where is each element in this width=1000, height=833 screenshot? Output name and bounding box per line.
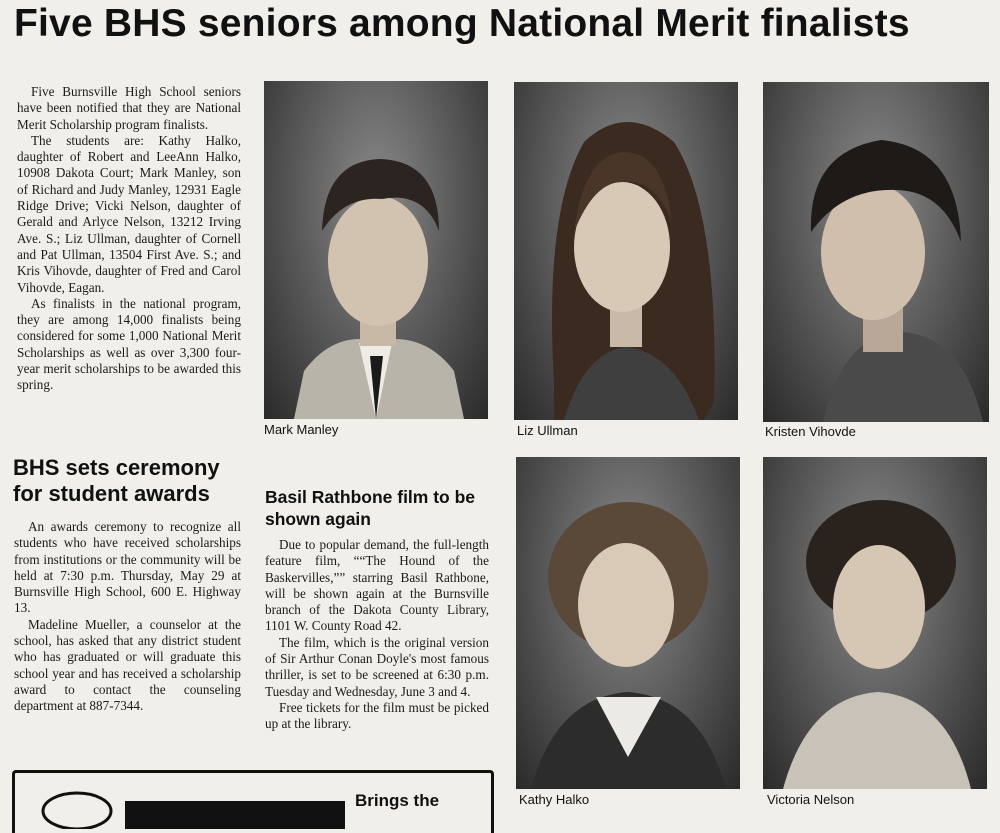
advertisement [12,770,494,833]
awards-paragraph: Madeline Mueller, a counselor at the school, has asked that any district student who has graduated or will graduate this school year and has received a scholarship award to contact the counseling department at 887-7344. [14,616,241,714]
film-paragraph: The film, which is the original version of Sir Arthur Conan Doyle's most famous thriller, is set to be screened at 6:30 p.m. Tuesday and Wednesday, June 3 and 4. [265,634,489,699]
photo-caption: Kathy Halko [519,792,590,807]
photo-caption: Victoria Nelson [767,792,855,807]
merit-article [17,84,241,394]
ad-text: Brings the [355,791,440,810]
photo-caption: Kristen Vihovde [765,424,856,439]
photo-caption: Mark Manley [264,422,339,437]
portrait-photo-kristen-vihovde [763,82,989,422]
film-paragraph: Due to popular demand, the full-length feature film, ““The Hound of the Baskervilles,”” starring Basil Rathbone, will be shown again at the Burnsville branch of the Dakota County Library, 1101 W. County Road 42. [265,537,489,634]
film-article [265,537,489,733]
advertiser-logo [29,779,369,829]
merit-paragraph: As finalists in the national program, they are among 14,000 finalists being considered for some 1,000 National Merit Scholarships as well as over 3,300 four-year merit scholarships to be awarded this spring. [17,295,241,393]
headline: Five BHS seniors among National Merit finalists [14,2,910,45]
portrait-photo-mark-manley [264,81,488,419]
merit-paragraph: Five Burnsville High School seniors have been notified that they are National Merit Scholarship program finalists. [17,84,241,132]
awards-paragraph: An awards ceremony to recognize all students who have received scholarships from institutions or the community will be held at 7:30 p.m. Thursday, May 29 at Burnsville High School, 600 E. Highway 13. [14,519,241,616]
portrait-photo-kathy-halko [516,457,740,789]
portrait-photo-liz-ullman [514,82,738,420]
portrait-photo-victoria-nelson [763,457,987,789]
awards-headline: BHS sets ceremony for student awards [13,455,220,506]
awards-article [14,519,241,715]
merit-paragraph: The students are: Kathy Halko, daughter of Robert and LeeAnn Halko, 10908 Dakota Court; Mark Manley, son of Richard and Judy Manley, 12931 Eagle Ridge Drive; Vicki Nelson, daughter of Gerald and Arlyce Nelson, 13212 Irving Ave. S.; Liz Ullman, daughter of Cornell and Pat Ullman, 13504 First Ave. S.; and Kris Vihovde, daughter of Fred and Carol Vihovde, Eagan. [17,132,241,295]
film-paragraph: Free tickets for the film must be picked up at the library. [265,699,489,732]
photo-caption: Liz Ullman [517,423,578,438]
film-headline: Basil Rathbone film to be shown again [265,487,476,529]
